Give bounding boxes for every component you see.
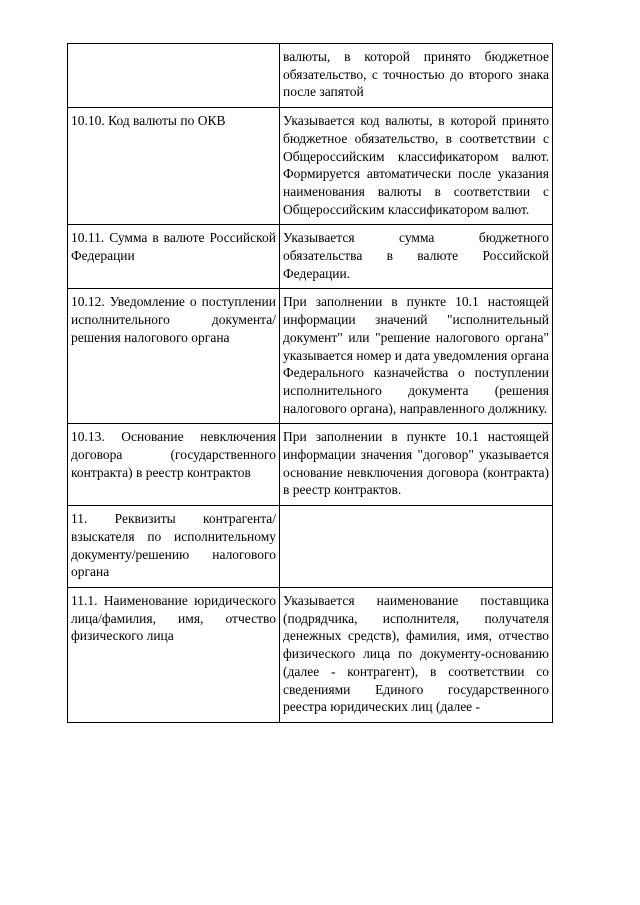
field-description-cell: Указывается код валюты, в которой принято бюджетное обязательство, в соответствии с Общероссийским классификатором валют. Формируется автоматически после указания наименования валюты в соответствии с Общероссийским классификатором валют. — [280, 108, 553, 225]
field-name-cell: 10.13. Основание невключения договора (государственного контракта) в реестр контрактов — [68, 424, 280, 506]
field-name-cell: 11.1. Наименование юридического лица/фамилия, имя, отчество физического лица — [68, 587, 280, 722]
field-description-cell: валюты, в которой принято бюджетное обязательство, с точностью до второго знака после запятой — [280, 44, 553, 108]
table-row — [68, 506, 553, 588]
section-name-cell: 11. Реквизиты контрагента/взыскателя по исполнительному документу/решению налогового органа — [68, 506, 280, 588]
field-description-cell: Указывается наименование поставщика (подрядчика, исполнителя, получателя денежных средств), фамилия, имя, отчество физического лица по документу-основанию (далее - контрагент), в соответствии со сведениями Единого государственного реестра юридических лиц (далее - — [280, 587, 553, 722]
field-name-cell — [68, 44, 280, 108]
table-row — [68, 424, 553, 506]
requisites-table — [67, 43, 553, 723]
table-row — [68, 225, 553, 289]
table-row — [68, 44, 553, 108]
empty-description-cell — [280, 506, 553, 588]
table-row — [68, 108, 553, 225]
field-description-cell: При заполнении в пункте 10.1 настоящей информации значений "исполнительный документ" или "решение налогового органа" указывается номер и дата уведомления органа Федерального казначейства о поступлении исполнительного документа (решения налогового органа), направленного должнику. — [280, 289, 553, 424]
table-row — [68, 289, 553, 424]
field-name-cell: 10.11. Сумма в валюте Российской Федерации — [68, 225, 280, 289]
field-name-cell: 10.12. Уведомление о поступлении исполнительного документа/решения налогового органа — [68, 289, 280, 424]
field-name-cell: 10.10. Код валюты по ОКВ — [68, 108, 280, 225]
table-row — [68, 587, 553, 722]
field-description-cell: При заполнении в пункте 10.1 настоящей информации значения "договор" указывается основание невключения договора (контракта) в реестр контрактов. — [280, 424, 553, 506]
field-description-cell: Указывается сумма бюджетного обязательства в валюте Российской Федерации. — [280, 225, 553, 289]
